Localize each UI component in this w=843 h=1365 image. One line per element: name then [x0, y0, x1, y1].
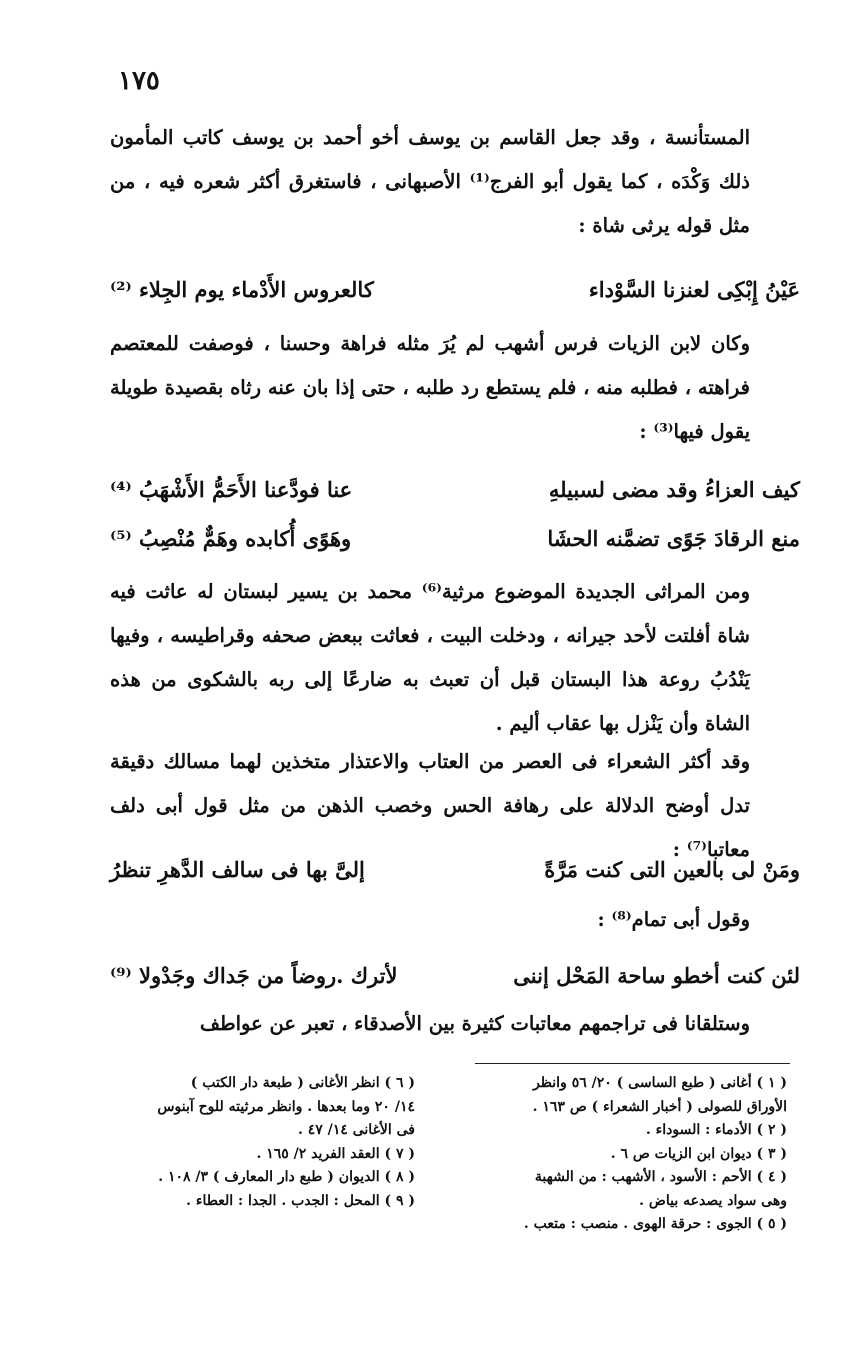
paragraph-2: وكان لابن الزيات فرس أشهب لم يُرَ مثله فراهة وحسنا ، فوصفت للمعتصم فراهته ، فطلبه منه ، فلم يستطع رد طلبه ، حتى إذا بان عنه رثاه بقصيدة طويلة يقول فيها⁽³⁾ : [110, 332, 750, 443]
footnote-line: ( ٣ ) ديوان ابن الزيات ص ٦ . [610, 1145, 787, 1162]
footnote-line: ( ٢ ) الأدماء : السوداء . [645, 1122, 787, 1138]
footnote-line: ( ٨ ) الديوان ( طبع دار المعارف ) ٣/ ١٠٨ . [158, 1169, 415, 1185]
verse-hemistich-first: لئن كنت أخطو ساحة المَحْل إننى [513, 963, 800, 988]
verse-hemistich-second: عنا فودَّعنا الأَحَمُّ الأَشْهَبُ ⁽⁴⁾ [110, 477, 353, 502]
footnotes-left-column [157, 1072, 415, 1213]
footnote-line: ( ٩ ) المحل : الجدب . الجدا : العطاء . [186, 1192, 415, 1209]
footnote-line: ( ١ ) أغانى ( طبع الساسى ) ٢٠/ ٥٦ وانظر [533, 1075, 787, 1091]
paragraph-1: المستأنسة ، وقد جعل القاسم بن يوسف أخو أحمد بن يوسف كاتب المأمون ذلك وَكْدَه ، كما يقول أبو الفرج⁽¹⁾ الأصبهانى ، فاستغرق أكثر شعره فيه ، من مثل قوله يرثى شاة : [110, 126, 750, 237]
verse-hemistich-first: منع الرقادَ جَوًى تضمَّنه الحشَا [547, 526, 800, 551]
footnote-line: ( ٦ ) انظر الأغانى ( طبعة دار الكتب ) [190, 1075, 415, 1091]
footnote-line: فى الأغانى ١٤/ ٤٧ . [298, 1122, 415, 1138]
page-number: ١٧٥ [118, 66, 160, 96]
verse-hemistich-second: لأترك .روضاً من جَداك وجَدْولا ⁽⁹⁾ [110, 963, 398, 988]
paragraph-5: وقول أبى تمام⁽⁸⁾ : [597, 908, 750, 931]
verse-hemistich-first: كيف العزاءُ وقد مضى لسبيلهِ [548, 477, 800, 502]
footnotes-right-column [524, 1072, 787, 1237]
footnote-line: ( ٥ ) الجوى : حرقة الهوى . منصب : متعب . [523, 1216, 787, 1232]
footnote-line: الأوراق للصولى ( أخبار الشعراء ) ص ١٦٣ . [532, 1098, 787, 1115]
footnote-line: ١٤/ ٢٠ وما بعدها . وانظر مرثيته للوح آبنوس [157, 1098, 415, 1115]
verse-hemistich-second: وهَوًى أُكابده وهَمٌّ مُنْصِبُ ⁽⁵⁾ [110, 526, 352, 551]
verse-hemistich-first: عَيْنُ إِبْكِى لعنزنا السَّوْداء [588, 277, 800, 302]
footnote-line: ( ٤ ) الأحم : الأسود ، الأشهب : من الشهبة [534, 1169, 787, 1185]
verse-hemistich-second: كالعروس الأَدْماء يوم الجِلاء ⁽²⁾ [110, 277, 374, 302]
paragraph-3: ومن المراثى الجديدة الموضوع مرثية⁽⁶⁾ محمد بن يسير لبستان له عاثت فيه شاة أفلتت لأحد جيرانه ، ودخلت البيت ، فعاثت ببعض صحفه وقراطيسه ، وفيها يَنْدُبُ روعة هذا البستان قبل أن تعبث به ضارعًا إلى ربه بالشكوى من هذه الشاة وأن يَنْزل بها عقاب أليم . [110, 580, 750, 735]
verse-hemistich-first: ومَنْ لى بالعين التى كنت مَرَّةً [544, 857, 800, 882]
footnote-line: ( ٧ ) العقد الفريد ٢/ ١٦٥ . [256, 1145, 415, 1162]
footnote-line: وهى سواد يصدعه بياض . [639, 1192, 787, 1209]
paragraph-6: وستلقانا فى تراجمهم معاتبات كثيرة بين الأصدقاء ، تعبر عن عواطف [199, 1012, 750, 1035]
verse-hemistich-second: إلىَّ بها فى سالف الدَّهرِ تنظرُ [110, 857, 365, 882]
footnote-separator [475, 1063, 790, 1064]
paragraph-4: وقد أكثر الشعراء فى العصر من العتاب والاعتذار متخذين لهما مسالك دقيقة تدل أوضح الدلالة على رهافة الحس وخصب الذهن من مثل قول أبى دلف معاتبا⁽⁷⁾ : [110, 750, 750, 861]
